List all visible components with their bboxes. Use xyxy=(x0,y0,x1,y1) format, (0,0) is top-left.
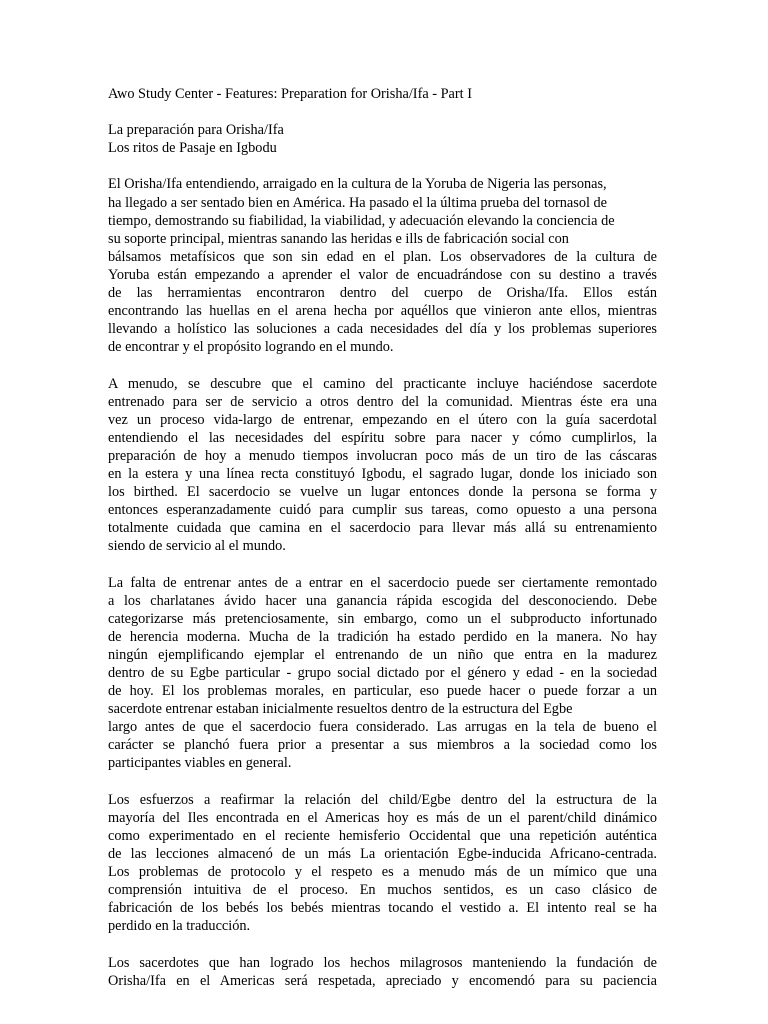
text-line: dentro de su Egbe particular - grupo social dictado por el género y edad - en la sociedad xyxy=(108,665,657,681)
document-titles xyxy=(108,121,657,157)
text-line: ha llegado a ser sentado bien en América. Ha pasado el la última prueba del tornasol de xyxy=(108,194,608,211)
text-line: entrenado para ser de servicio a otros dentro del la comunidad. Mientras éste era una xyxy=(108,393,657,410)
text-line: largo antes de que el sacerdocio fuera considerado. Las arrugas en la tela de bueno el xyxy=(108,719,657,736)
text-line: totalmente cuidada que camina en el sacerdocio para llevar más allá su entrenamiento xyxy=(108,520,657,537)
document-page xyxy=(108,85,657,1008)
paragraph xyxy=(108,954,657,990)
text-line: Orisha/Ifa en el Americas será respetada, apreciado y encomendó para su paciencia xyxy=(108,972,657,989)
paragraph xyxy=(108,791,657,936)
text-line: preparación de hoy a menudo tiempos involucran poco más de un tiro de las cáscaras xyxy=(108,447,657,464)
text-line: La falta de entrenar antes de a entrar en el sacerdocio puede ser ciertamente remontado xyxy=(108,574,657,591)
text-line: ningún ejemplificando ejemplar el entrenando de un niño que entra en la madurez xyxy=(108,646,657,663)
text-line: llevando a holístico las soluciones a cada necesidades del día y los problemas superiores xyxy=(108,321,657,338)
text-line: participantes viables en general. xyxy=(108,755,292,772)
text-line: su soporte principal, mientras sanando las heridas e ills de fabricación social con xyxy=(108,230,569,247)
text-line: fabricación de los bebés los bebés mientras tocando el vestido a. El intento real se ha xyxy=(108,900,657,917)
text-line: de las lecciones almacenó de un más La orientación Egbe-inducida Africano-centrada. xyxy=(108,845,657,862)
text-line: tiempo, demostrando su fiabilidad, la viabilidad, y adecuación elevando la conciencia de xyxy=(108,212,615,229)
text-line: A menudo, se descubre que el camino del practicante incluye haciéndose sacerdote xyxy=(108,375,657,392)
text-line: perdido en la traducción. xyxy=(108,918,251,935)
text-line: encontrando las huellas en el arena hecha por aquéllos que vinieron ante ellos, mientras xyxy=(108,303,657,320)
text-line: de las herramientas encontraron dentro del cuerpo de Orisha/Ifa. Ellos están xyxy=(108,285,657,302)
document-header: Awo Study Center - Features: Preparation for Orisha/Ifa - Part I xyxy=(108,86,472,102)
paragraph xyxy=(108,574,657,773)
text-line: Los esfuerzos a reafirmar la relación del child/Egbe dentro del la estructura de la xyxy=(108,791,657,808)
text-line: siendo de servicio al el mundo. xyxy=(108,538,286,555)
subtitle-line: Los ritos de Pasaje en Igbodu xyxy=(108,140,277,157)
text-line: bálsamos metafísicos que son sin edad en el plan. Los observadores de la cultura de xyxy=(108,248,657,265)
text-line: Los sacerdotes que han logrado los hechos milagrosos manteniendo la fundación de xyxy=(108,954,657,971)
text-line: comprensión intuitiva de el proceso. En muchos sentidos, es un caso clásico de xyxy=(108,882,657,899)
text-line: mayoría del Iles encontrada en el Americas hoy es más de un el parent/child dinámico xyxy=(108,809,657,826)
text-line: los birthed. El sacerdocio se vuelve un lugar entonces donde la persona se forma y xyxy=(108,484,657,501)
text-line: Yoruba están empezando a aprender el valor de encuadrándose con su destino a través xyxy=(108,266,657,283)
text-line: de encontrar y el propósito logrando en el mundo. xyxy=(108,339,394,356)
text-line: entendiendo el las necesidades del espíritu sobre para nacer y cómo cumplirlos, la xyxy=(108,429,657,446)
title-line: La preparación para Orisha/Ifa xyxy=(108,122,284,139)
text-line: como experimentado en el reciente hemisferio Occidental que una repetición auténtica xyxy=(108,827,657,844)
paragraph xyxy=(108,375,657,556)
paragraph xyxy=(108,175,657,356)
text-line: Los problemas de protocolo y el respeto es a menudo más de un mímico que una xyxy=(108,864,657,881)
text-line: entonces esperanzadamente cuidó para cumplir sus tareas, como opuesto a una persona xyxy=(108,502,657,519)
text-line: a los charlatanes ávido hacer una ganancia rápida escogida del desconociendo. Debe xyxy=(108,592,657,609)
text-line: carácter se planchó fuera prior a presentar a sus miembros a la sociedad como los xyxy=(108,737,657,754)
body-text xyxy=(108,175,657,989)
text-line: categorizarse más pretenciosamente, sin embargo, como un el subproducto infortunado xyxy=(108,610,657,627)
text-line: en la estera y una línea recta constituyó Igbodu, el sagrado lugar, donde los iniciado son xyxy=(108,465,657,482)
text-line: de hoy. El los problemas morales, en particular, eso puede hacer o puede forzar a un xyxy=(108,683,657,700)
text-line: de herencia moderna. Mucha de la tradición ha estado perdido en la manera. No hay xyxy=(108,628,657,645)
text-line: El Orisha/Ifa entendiendo, arraigado en la cultura de la Yoruba de Nigeria las personas, xyxy=(108,176,607,193)
text-line: sacerdote entrenar estaban inicialmente resueltos dentro de la estructura del Egbe xyxy=(108,701,573,718)
text-line: vez un proceso vida-largo de entrenar, empezando en el útero con la guía sacerdotal xyxy=(108,411,657,428)
